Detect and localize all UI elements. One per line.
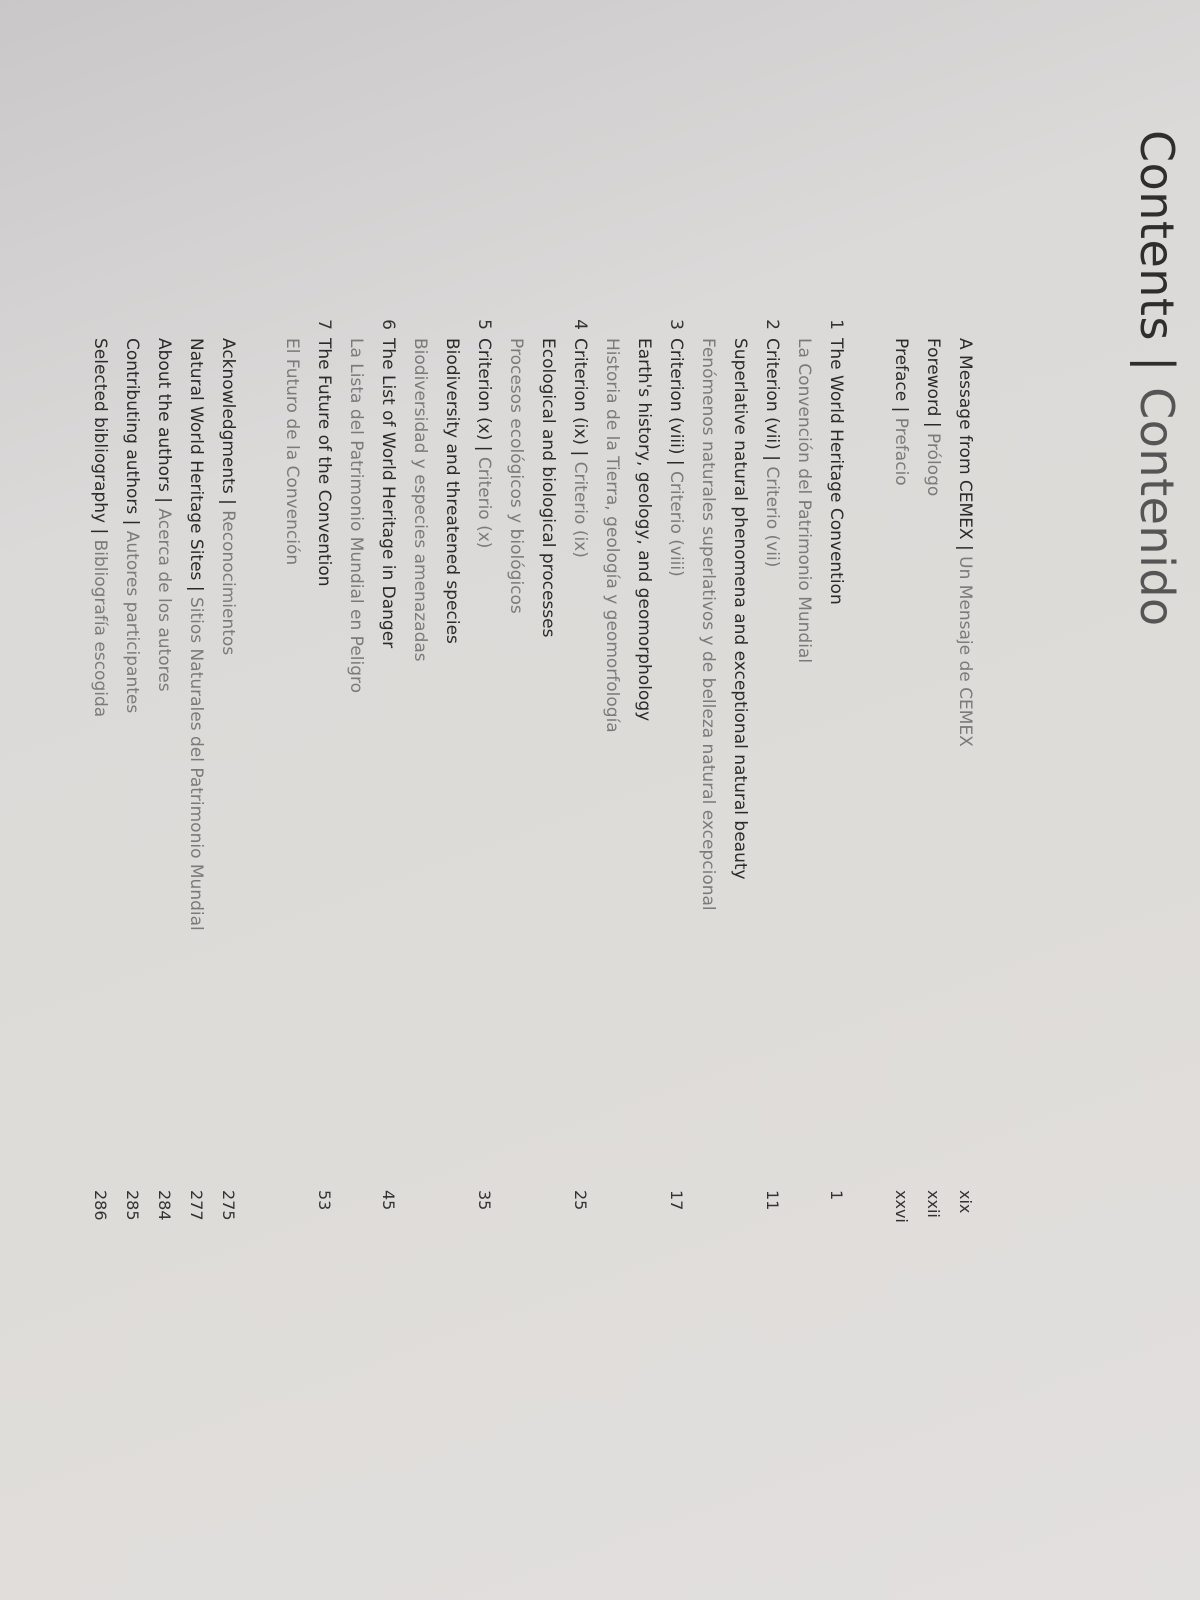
toc-chapter-7[interactable]: 7 The Future of the Convention 53	[304, 0, 334, 1600]
chapter-number: 7	[314, 319, 334, 330]
title-english: Contents	[1130, 130, 1184, 341]
toc-chapter-1[interactable]: 1 The World Heritage Convention 1	[816, 0, 846, 1600]
toc-entry-preface[interactable]: Preface | Prefacio xxvi	[881, 0, 911, 1600]
page-number: 275	[219, 1190, 238, 1221]
toc-chapter-6-spanish: La Lista del Patrimonio Mundial en Peligro	[346, 338, 366, 694]
chapter-number: 2	[762, 319, 782, 330]
toc-chapter-3[interactable]: 3 Criterion (viii) | Criterio (viii) 17	[656, 0, 686, 1600]
page-number: 25	[571, 1190, 590, 1211]
toc-entry-bibliography[interactable]: Selected bibliography | Bibliografía escogida 286	[80, 0, 110, 1600]
title-spanish: Contenido	[1130, 387, 1184, 627]
toc-chapter-5-subtitle: Biodiversity and threatened species	[442, 338, 462, 644]
toc-entry-foreword[interactable]: Foreword | Prólogo xxii	[913, 0, 943, 1600]
page-number: 11	[763, 1190, 782, 1211]
toc-chapter-7-spanish: El Futuro de la Convención	[282, 338, 302, 566]
chapter-number: 6	[378, 319, 398, 330]
toc-chapter-3-subtitle-spanish: Historia de la Tierra, geología y geomorfología	[602, 338, 622, 733]
title-separator: |	[1130, 356, 1184, 373]
toc-chapter-2-subtitle: Superlative natural phenomena and exceptional natural beauty	[730, 338, 750, 880]
toc-entry-acknowledgments[interactable]: Acknowledgments | Reconocimientos 275	[208, 0, 238, 1600]
page-number: 285	[123, 1190, 142, 1221]
page-number: 35	[475, 1190, 494, 1211]
page-title	[1130, 130, 1184, 627]
page-number: 1	[827, 1190, 846, 1201]
toc-chapter-4[interactable]: 4 Criterion (ix) | Criterio (ix) 25	[560, 0, 590, 1600]
page-number: xix	[956, 1190, 975, 1214]
toc-entry-about-authors[interactable]: About the authors | Acerca de los autores 284	[144, 0, 174, 1600]
toc-chapter-4-subtitle-spanish: Procesos ecológicos y biológicos	[506, 338, 526, 614]
toc-chapter-1-spanish: La Convención del Patrimonio Mundial	[794, 338, 814, 664]
toc-entry-sites[interactable]: Natural World Heritage Sites | Sitios Naturales del Patrimonio Mundial 277	[176, 0, 206, 1600]
page-number: 53	[315, 1190, 334, 1211]
page-number: xxvi	[892, 1190, 911, 1223]
chapter-number: 1	[826, 319, 846, 330]
page-number: 277	[187, 1190, 206, 1221]
toc-entry-contributing-authors[interactable]: Contributing authors | Autores participantes 285	[112, 0, 142, 1600]
page-number: xxii	[924, 1190, 943, 1218]
toc-chapter-3-subtitle: Earth's history, geology, and geomorphology	[634, 338, 654, 722]
page-number: 286	[91, 1190, 110, 1221]
toc-chapter-5[interactable]: 5 Criterion (x) | Criterio (x) 35	[464, 0, 494, 1600]
chapter-number: 3	[666, 319, 686, 330]
toc-chapter-4-subtitle: Ecological and biological processes	[538, 338, 558, 638]
chapter-number: 4	[570, 319, 590, 330]
toc-chapter-6[interactable]: 6 The List of World Heritage in Danger 45	[368, 0, 398, 1600]
toc-chapter-5-subtitle-spanish: Biodiversidad y especies amenazadas	[410, 338, 430, 662]
toc-chapter-2[interactable]: 2 Criterion (vii) | Criterio (vii) 11	[752, 0, 782, 1600]
page-number: 45	[379, 1190, 398, 1211]
chapter-number: 5	[474, 319, 494, 330]
page-number: 17	[667, 1190, 686, 1211]
page-number: 284	[155, 1190, 174, 1221]
toc-chapter-2-subtitle-spanish: Fenómenos naturales superlativos y de belleza natural excepcional	[698, 338, 718, 911]
toc-entry-message[interactable]: A Message from CEMEX | Un Mensaje de CEMEX xix	[945, 0, 975, 1600]
